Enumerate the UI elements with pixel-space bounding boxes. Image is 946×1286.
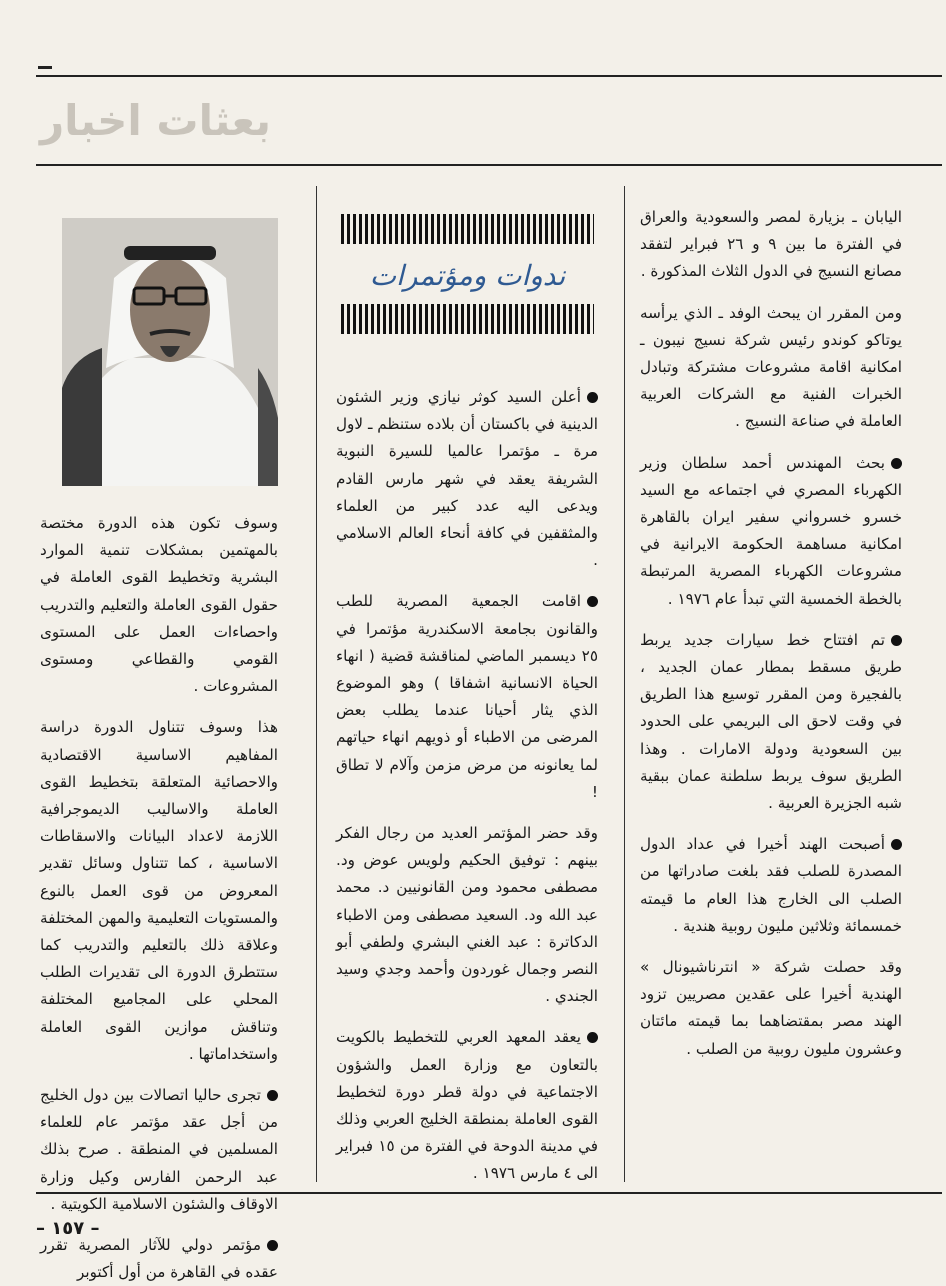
banner-stripes-top — [341, 214, 594, 244]
paragraph: أعلن السيد كوثر نيازي وزير الشئون الدينية في باكستان أن بلاده ستنظم ـ لاول مرة ـ مؤتمرا عالميا للسيرة النبوية الشريفة يعقد في شهر مارس القادم ويدعى اليه عدد كبير من العلماء والمثقفين في كافة أنحاء العالم الاسلامي . — [336, 388, 598, 570]
paragraph: تجرى حاليا اتصالات بين دول الخليج من أجل عقد مؤتمر عام للعلماء المسلمين في المنطقة . صرح بذلك عبد الرحمن الفارس وكيل وزارة الاوقاف والشئون الاسلامية الكويتية . — [40, 1086, 278, 1213]
banner-stripes-bottom — [341, 304, 594, 334]
paragraph: وقد حضر المؤتمر العديد من رجال الفكر بينهم : توفيق الحكيم ولويس عوض ود. مصطفى محمود ومن القانونيين د. محمد عبد الله ود. السعيد مصطفى ومن الاطباء الدكاترة : عبد الغني البشري ولطفي أبو النصر وجمال غوردون وأحمد وجدي وسيد الجندي . — [336, 824, 598, 1006]
bottom-rule — [36, 1192, 942, 1194]
paragraph: اقامت الجمعية المصرية للطب والقانون بجامعة الاسكندرية مؤتمرا في ٢٥ ديسمبر الماضي لمناقشة قضية ( انهاء الحياة الانسانية اشفاقا ) وهو الموضوع الذي يثار أحيانا عندما يطلب بعض المرضى من الاطباء أو ذويهم انهاء حياتهم لما يعانونه من مرض مزمن وآلام لا تطاق ! — [336, 592, 598, 801]
section-banner — [341, 214, 594, 334]
right-column — [640, 204, 902, 1144]
paragraph: اليابان ـ بزيارة لمصر والسعودية والعراق في الفترة ما بين ٩ و ٢٦ فبراير لتفقد مصانع النسيج في الدول الثلاث المذكورة . — [640, 208, 902, 281]
paragraph: وسوف تكون هذه الدورة مختصة بالمهتمين بمشكلات تنمية الموارد البشرية وتخطيط القوى العاملة في حقول القوى العاملة والتعليم والتدريب واحصاءات العمل على المستوى القومي والقطاعي ومستوى المشروعات . — [40, 514, 278, 696]
bullet-icon — [891, 839, 902, 850]
paragraph: ومن المقرر ان يبحث الوفد ـ الذي يرأسه يوتاكو كوندو رئيس شركة نسيج نيبون ـ امكانية اقامة مشروعات مشتركة وتبادل الخبرات الفنية مع الشركات العربية العاملة في صناعة النسيج . — [640, 303, 902, 431]
page-number: – ١٥٧ – — [36, 1218, 100, 1239]
paragraph: أصبحت الهند أخيرا في عداد الدول المصدرة للصلب فقد بلغت صادراتها من الصلب الى الخارج هذا العام ما قيمته خمسمائة وثلاثين مليون روبية هندية . — [640, 835, 902, 935]
bullet-icon — [891, 458, 902, 469]
banner-title: ندوات ومؤتمرات — [369, 259, 566, 292]
bullet-icon — [891, 635, 902, 646]
bullet-icon — [267, 1240, 278, 1251]
portrait-photo — [62, 218, 278, 486]
top-dash — [38, 66, 52, 69]
bullet-icon — [587, 392, 598, 403]
paragraph: مؤتمر دولي للآثار المصرية تقرر عقده في القاهرة من أول أكتوبر — [40, 1236, 278, 1282]
paragraph: هذا وسوف تتناول الدورة دراسة المفاهيم الاساسية الاقتصادية والاحصائية المتعلقة بتخطيط القوى العاملة والاساليب الديموجرافية اللازمة لاعداد البيانات والاسقاطات الاساسية ، كما تتناول وسائل تقدير المعروض من قوى العمل بالنوع والمستويات التعليمية والمهن المختلفة وعلاقة ذلك بالتعليم والتدريب كما ستتطرق الدورة الى تقديرات الطلب المحلي على المجاميع المختلفة وتناقش موازين القوى العاملة واستخداماتها . — [40, 718, 278, 1063]
portrait-figure — [62, 218, 278, 486]
header-rule — [36, 164, 942, 166]
middle-column — [336, 384, 598, 1184]
column-divider-right — [624, 186, 625, 1182]
paragraph: تم افتتاح خط سيارات جديد يربط طريق مسقط بمطار عمان الجديد ، بالفجيرة ومن المقرر توسيع هذا الطريق في وقت لاحق الى البريمي على الحدود بين السعودية ودولة الامارات . وهذا الطريق سوف يربط سلطنة عمان ببقية شبه الجزيرة العربية . — [640, 630, 902, 813]
paragraph: يعقد المعهد العربي للتخطيط بالكويت بالتعاون مع وزارة العمل والشؤون الاجتماعية في دولة قطر دورة لتخطيط القوى العاملة بمنطقة الخليج العربي وذلك في مدينة الدوحة في الفترة من ١٥ فبراير الى ٤ مارس ١٩٧٦ . — [336, 1028, 598, 1183]
bullet-icon — [267, 1090, 278, 1101]
paragraph: بحث المهندس أحمد سلطان وزير الكهرباء المصري في اجتماعه مع السيد خسرو خسرواني سفير ايران بالقاهرة امكانية مساهمة الحكومة الايرانية في مشروعات الكهرباء المصرية المرتبطة بالخطة الخمسية التي تبدأ عام ١٩٧٦ . — [640, 453, 902, 608]
column-divider-left — [316, 186, 317, 1182]
paragraph: وقد حصلت شركة « انترناشيونال » الهندية أخيرا على عقدين مصريين تزود الهند مصر بمقتضاهما بما قيمته مائتان وعشرون مليون روبية من الصلب . — [640, 958, 902, 1058]
bullet-icon — [587, 1032, 598, 1043]
section-header: بعثات اخبار — [40, 96, 271, 145]
top-rule — [36, 75, 942, 77]
bullet-icon — [587, 596, 598, 607]
